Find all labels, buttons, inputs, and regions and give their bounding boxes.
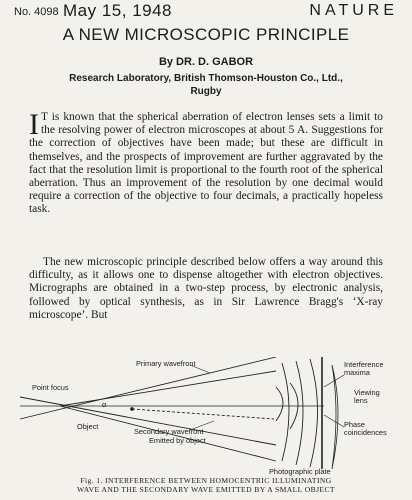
label-phase-line-2: coincidences [344, 428, 387, 437]
affiliation-line-1: Research Laboratory, British Thomson-Houston Co., Ltd., [69, 73, 343, 84]
caption-line-1: Fig. 1. INTERFERENCE BETWEEN HOMOCENTRIC ILLUMINATING [80, 476, 332, 485]
object-point [131, 408, 134, 411]
primary-wavefront-arc-1 [282, 363, 289, 461]
author-affiliation [24, 72, 388, 98]
affiliation-line-2: Rugby [190, 86, 222, 97]
paragraph-1 [29, 108, 383, 217]
label-interference-maxima [344, 361, 383, 377]
label-phase-line-1: Phase [344, 420, 365, 429]
caption-line-2: WAVE AND THE SECONDARY WAVE EMITTED BY A SMALL OBJECT [77, 485, 335, 494]
paragraph-1-text: T is known that the spherical aberration of electron lenses sets a limit to the resolving power of electron microscopes at about 5 A. Suggestions for the correction of objectives have been made; but these are difficult in themselves, and the prospects of improvement are further aggravated by the fact that the resolution limit is proportional to the fourth root of the spherical aberration. Thus an improvement of the resolution by one decimal would require a correction of the objective to four decimals, a practically hopeless task. [29, 111, 383, 216]
label-object: Object [77, 422, 99, 431]
label-viewing-line-1: Viewing [354, 388, 380, 397]
leader-phase [324, 415, 344, 427]
label-viewing-lens [354, 389, 380, 405]
paragraph-2: The new microscopic principle described below offers a way around this difficulty, as it allows one to dispense altogether with electron objectives. Micrographs are obtained in a two-step process, by electronic analysis, followed by optical synthesis, as in Sir Lawrence Bragg's ‘X-ray microscope’. But [29, 256, 383, 321]
figure-1 [14, 357, 398, 477]
label-angle: α [102, 400, 107, 409]
journal-name: NATURE [309, 2, 398, 19]
label-interference-line-1: Interference [344, 360, 384, 369]
page-header [14, 2, 398, 22]
label-viewing-line-2: lens [354, 396, 368, 405]
article-title: A NEW MICROSCOPIC PRINCIPLE [62, 25, 350, 44]
label-interference-line-2: maxima [344, 368, 370, 377]
label-phase-coincidences [344, 421, 387, 437]
ray-upper-right [60, 371, 276, 406]
label-photographic-plate: Photographic plate [269, 467, 331, 476]
drop-cap: I [29, 108, 39, 141]
issue-number: No. 4098 [14, 6, 59, 18]
label-point-focus: Point focus [32, 383, 69, 392]
object-ray [132, 409, 274, 419]
secondary-wavefront-arc-1 [276, 387, 283, 421]
primary-wavefront-arc-3 [310, 359, 318, 467]
label-emitted-by-object: Emitted by object [149, 436, 206, 445]
author-byline: By DR. D. GABOR [158, 56, 254, 68]
figure-caption [20, 476, 392, 494]
figure-diagram [14, 357, 398, 477]
ray-upper-left [20, 397, 276, 445]
issue-date: May 15, 1948 [63, 1, 173, 20]
label-primary-wavefront: Primary wavefront [136, 359, 196, 368]
label-secondary-wavefront: Secondary wavefront [134, 427, 204, 436]
